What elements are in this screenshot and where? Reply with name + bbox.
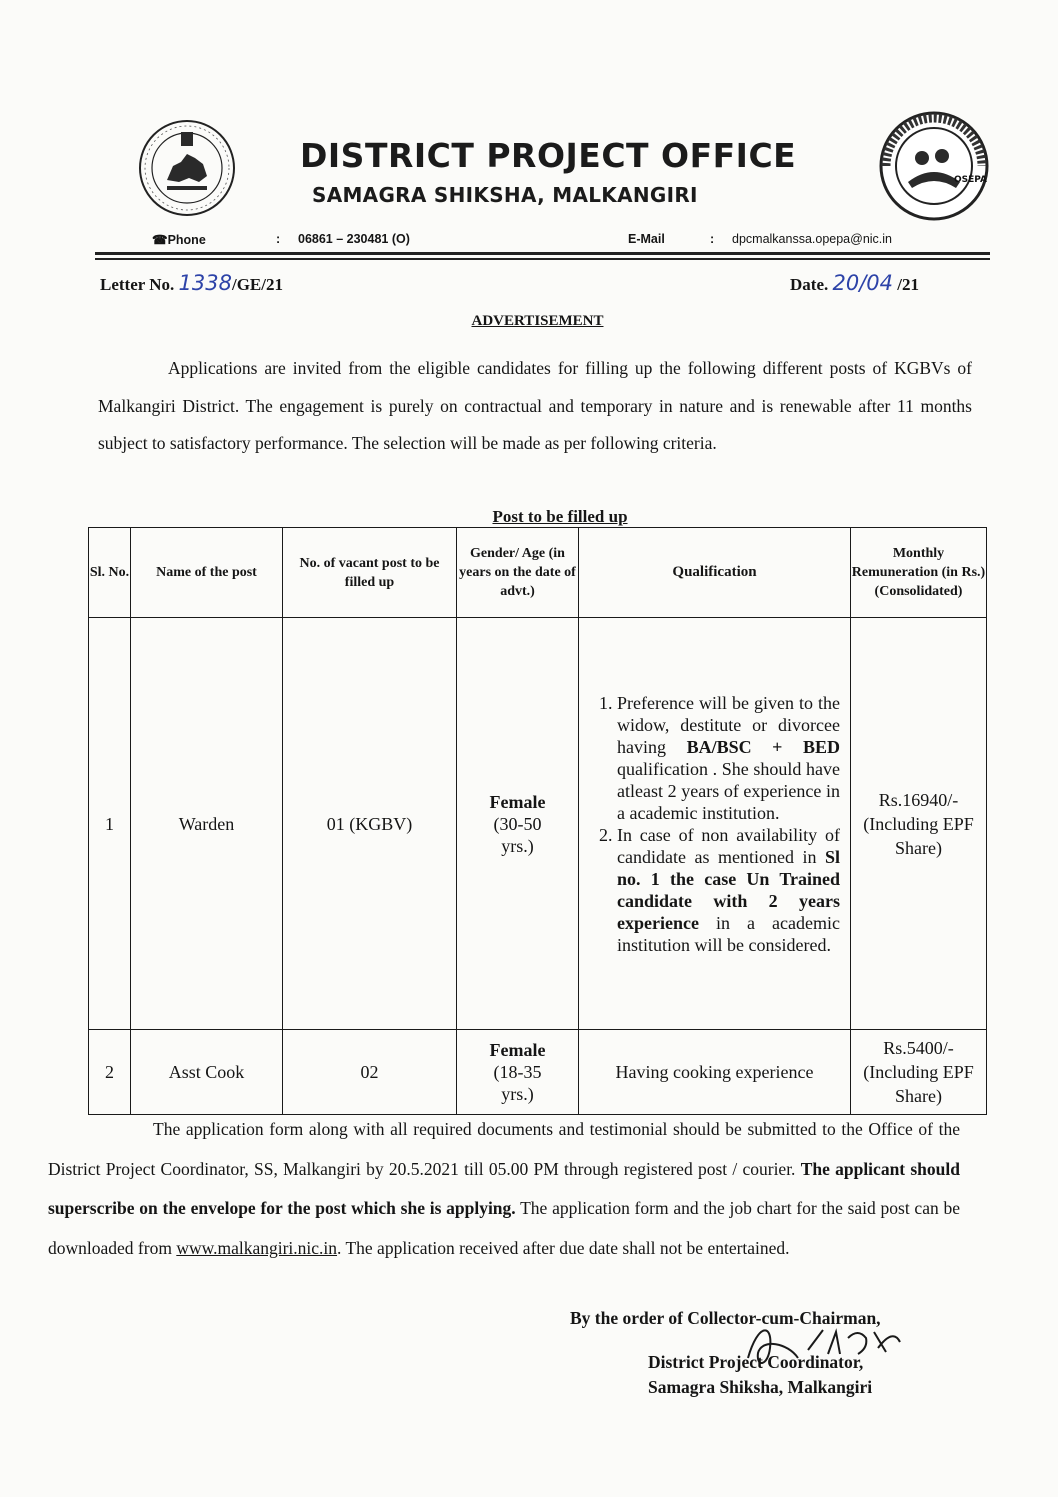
qual2-text-a: In case of non availability of candidate as mentioned in	[617, 824, 840, 867]
header-post: Name of the post	[131, 528, 283, 618]
email-colon: :	[710, 232, 715, 246]
signatory-block	[648, 1350, 872, 1400]
row2-gender-age	[457, 1030, 579, 1115]
row2-age: (18-35 yrs.)	[493, 1062, 542, 1104]
row2-sl: 2	[89, 1030, 131, 1115]
header-qualification: Qualification	[579, 528, 851, 618]
email-label: E-Mail	[628, 232, 665, 246]
state-emblem-logo	[137, 118, 237, 218]
date-label: Date.	[790, 275, 829, 294]
table-header-row	[89, 528, 987, 618]
advertisement-title: ADVERTISEMENT	[471, 313, 604, 329]
qual1-text-b: BA/BSC + BED	[686, 736, 841, 757]
row2-vacant: 02	[283, 1030, 457, 1115]
footer-text-3: . The application received after due date shall not be entertained.	[337, 1237, 790, 1258]
advertisement-body	[98, 350, 972, 463]
row1-qualification-item-2	[617, 824, 840, 956]
row2-qualification: Having cooking experience	[579, 1030, 851, 1115]
header-sl: Sl. No.	[89, 528, 131, 618]
row2-post: Asst Cook	[131, 1030, 283, 1115]
signatory-designation: District Project Coordinator,	[648, 1352, 864, 1372]
row1-qualification	[579, 618, 851, 1030]
osepa-logo	[878, 110, 990, 222]
signatory-office: Samagra Shiksha, Malkangiri	[648, 1377, 873, 1397]
posts-table	[88, 527, 987, 1115]
letter-suffix: /GE/21	[231, 275, 283, 294]
office-title: DISTRICT PROJECT OFFICE	[300, 136, 797, 175]
date-suffix: /21	[897, 275, 919, 294]
advertisement-body-text: Applications are invited from the eligible candidates for filling up the following different posts of KGBVs of Malkangiri District. The engagement is purely on contractual and temporary in nature and is renewable after 11 months subject to satisfactory performance. The selection will be made as per following criteria.	[98, 358, 972, 453]
table-title: Post to be filled up	[492, 507, 628, 526]
website-link[interactable]: www.malkangiri.nic.in	[176, 1237, 338, 1258]
header-divider-thick	[95, 252, 990, 255]
phone-icon: ☎	[152, 233, 168, 247]
office-subtitle: SAMAGRA SHIKSHA, MALKANGIRI	[312, 183, 698, 207]
qual2-text-b: Sl no. 1 the case Un Trained candidate with 2 years experience	[617, 846, 841, 933]
row1-qualification-item-1	[617, 692, 840, 824]
qual2-text-c: in a academic institution will be considered.	[617, 912, 840, 955]
submission-instructions	[48, 1110, 960, 1268]
letter-number	[100, 271, 283, 295]
phone-label: Phone	[167, 233, 206, 247]
table-row	[89, 618, 987, 1030]
header-vacant: No. of vacant post to be filled up	[283, 528, 457, 618]
phone-contact	[152, 232, 206, 247]
footer-text-1: The application form along with all required documents and testimonial should be submitted to the Office of the District Project Coordinator, SS, Malkangiri by 20.5.2021 till 05.00 PM through registered post / courier.	[48, 1119, 960, 1179]
header-divider-thin	[95, 258, 990, 260]
phone-colon: :	[276, 232, 281, 246]
letter-number-handwritten: 1338	[178, 271, 232, 295]
letter-prefix: Letter No.	[100, 275, 175, 294]
row2-remuneration: Rs.5400/- (Including EPF Share)	[851, 1030, 987, 1115]
svg-text:OSEPA: OSEPA	[954, 175, 988, 185]
row1-sl: 1	[89, 618, 131, 1030]
date-handwritten: 20/04	[832, 271, 894, 295]
footer-text-2: The application form and the job chart for the said post can be downloaded from	[48, 1198, 960, 1258]
letter-date	[790, 271, 919, 295]
row2-gender: Female	[489, 1040, 546, 1060]
email-value: dpcmalkanssa.opepa@nic.in	[732, 232, 893, 246]
row1-vacant: 01 (KGBV)	[283, 618, 457, 1030]
header-remuneration: Monthly Remuneration (in Rs.) (Consolidated)	[851, 528, 987, 618]
row1-gender-age	[457, 618, 579, 1030]
qual1-text-c: qualification . She should have atleast 2 years of experience in a academic institution.	[617, 758, 840, 823]
row1-remuneration: Rs.16940/- (Including EPF Share)	[851, 618, 987, 1030]
header-gender: Gender/ Age (in years on the date of advt.)	[457, 528, 579, 618]
table-row	[89, 1030, 987, 1115]
signature-order-line: By the order of Collector-cum-Chairman,	[570, 1308, 881, 1328]
row1-post: Warden	[131, 618, 283, 1030]
footer-text-bold: The applicant should superscribe on the envelope for the post which she is applying.	[48, 1158, 960, 1218]
phone-value: 06861 – 230481 (O)	[298, 232, 410, 246]
row1-gender: Female	[489, 791, 546, 812]
row1-age: (30-50 yrs.)	[493, 813, 542, 856]
qual1-text-a: Preference will be given to the widow, destitute or divorcee having	[617, 692, 840, 757]
